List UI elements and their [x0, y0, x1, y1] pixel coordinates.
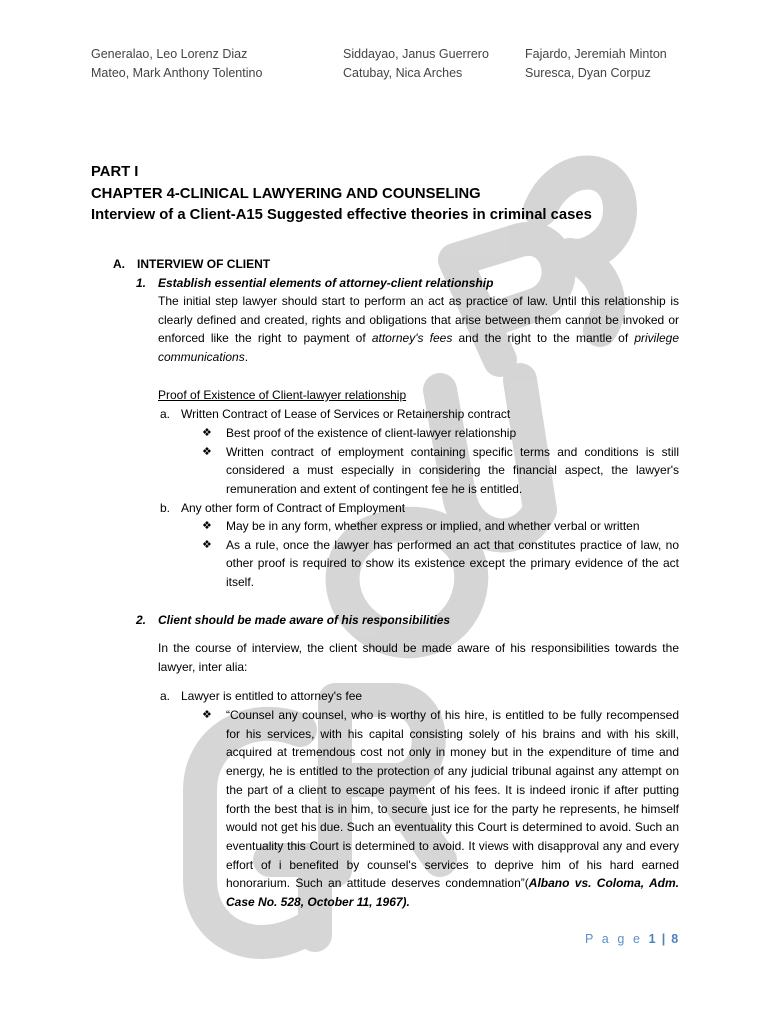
diamond-bullet-icon: ❖ [202, 538, 212, 551]
sub-label: Any other form of Contract of Employment [181, 501, 406, 515]
diamond-bullet-icon: ❖ [202, 445, 212, 458]
diamond-bullet-icon: ❖ [202, 520, 212, 532]
bullet-text: Written contract of employment containing specific terms and conditions is still considered a must especially in considering the financial aspect, the lawyer's remuneration and extent of contingent fee he is entitled. [226, 444, 679, 497]
bullet-text: As a rule, once the lawyer has performed an act that constitutes practice of law, no other proof is required to show its existence except the primary evidence of the act itself. [226, 537, 679, 590]
sub-item-a [160, 405, 511, 424]
author-name: Mateo, Mark Anthony Tolentino [91, 66, 263, 80]
item-1-paragraph [158, 292, 679, 367]
page-footer [585, 930, 678, 949]
quote-citation: Albano vs. Coloma, Adm. Case No. 528, October 11, 1967). [226, 876, 679, 910]
page-total: 8 [671, 932, 679, 946]
sub-marker: b. [160, 501, 171, 515]
item-2-paragraph: In the course of interview, the client should be made aware of his responsibilities towards the lawyer, inter alia: [158, 641, 679, 674]
para-text: . [244, 350, 249, 365]
item-marker: 1. [136, 276, 147, 290]
proof-heading: Proof of Existence of Client-lawyer relationship [158, 388, 407, 402]
sub-marker: a. [160, 407, 171, 421]
para-italic: privilege communications [158, 331, 680, 365]
sub-label: Lawyer is entitled to attorney's fee [181, 689, 363, 703]
bullet-item [202, 517, 679, 536]
section-a-heading [113, 255, 270, 274]
item-2-heading [136, 611, 451, 630]
item-title: Establish essential elements of attorney-client relationship [158, 276, 494, 290]
para-text: The initial step lawyer should start to perform an act as practice of law. Until this relationship is clearly defined and created, rights and obligations that arise between them cannot be invoked or enforced like the right to payment of [158, 294, 679, 346]
bullet-text: May be in any form, whether express or implied, and whether verbal or written [226, 519, 640, 533]
diamond-bullet-icon: ❖ [202, 427, 212, 439]
subtitle: Interview of a Client-A15 Suggested effective theories in criminal cases [91, 207, 592, 223]
item-title: Client should be made aware of his responsibilities [158, 613, 451, 627]
author-name: Fajardo, Jeremiah Minton [525, 47, 667, 61]
bullet-item [202, 424, 679, 443]
author-name: Siddayao, Janus Guerrero [343, 47, 489, 61]
bullet-item [202, 443, 679, 499]
page-number: 1 [648, 932, 656, 946]
bullet-list-a [202, 424, 679, 499]
bullet-item [202, 536, 679, 592]
quote-block [202, 706, 679, 912]
bullet-list-b [202, 517, 679, 592]
author-name: Suresca, Dyan Corpuz [525, 66, 651, 80]
page-separator: | [661, 932, 666, 946]
sub-marker: a. [160, 689, 171, 703]
chapter-title: CHAPTER 4-CLINICAL LAWYERING AND COUNSELING [91, 185, 481, 202]
diamond-bullet-icon: ❖ [202, 709, 212, 721]
sub-label: Written Contract of Lease of Services or Retainership contract [181, 407, 511, 421]
item-marker: 2. [136, 613, 147, 627]
sub-item-b [160, 499, 406, 518]
bullet-item [202, 706, 679, 912]
sub-item-2a [160, 687, 363, 706]
para-text: and the right to the mantle of [452, 331, 635, 346]
bullet-text: Best proof of the existence of client-lawyer relationship [226, 426, 517, 440]
author-name: Generalao, Leo Lorenz Diaz [91, 47, 248, 61]
item-1-heading [136, 274, 494, 293]
section-title: INTERVIEW OF CLIENT [137, 257, 271, 271]
quote-text: “Counsel any counsel, who is worthy of his hire, is entitled to be fully recompensed for his services, with his capital consisting solely of his brains and with his skill, acquired at tremendous cost not only in money but in the expenditure of time and energy, he is entitled to the protection of any judicial tribunal against any attempt on the part of a client to escape payment of his fees. It is indeed ironic if after putting forth the best that is in him, to secure just ice for the party he represents, he himself would not get his due. Such an eventuality this Court is determined to avoid. Such an eventuality this Court is determined to avoid. It views with disapproval any and every effort of i benefited by counsel's services to deprive him of his hard earned honorarium. Such an attitude deserves condemnation”( [226, 708, 679, 891]
part-title: PART I [91, 164, 139, 180]
page-label: P a g e [585, 932, 643, 946]
section-marker: A. [113, 257, 125, 271]
document-heading [91, 162, 592, 227]
para-italic: attorney's fees [371, 331, 453, 346]
author-name: Catubay, Nica Arches [343, 66, 463, 80]
